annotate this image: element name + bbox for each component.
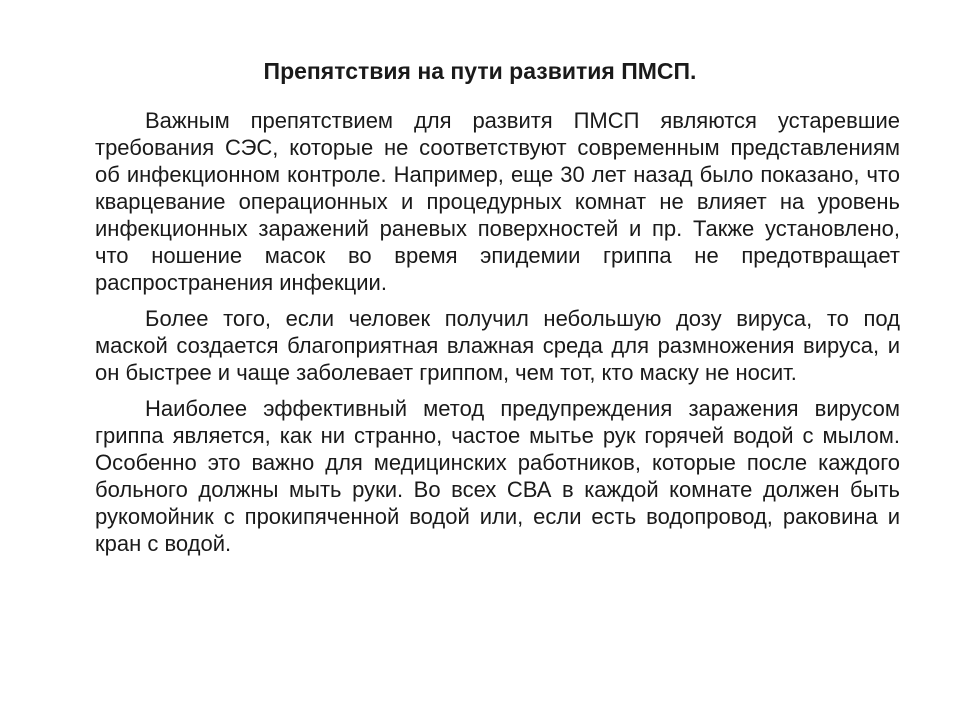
slide-title: Препятствия на пути развития ПМСП. [263,58,697,84]
paragraph-2: Более того, если человек получил небольшую дозу вируса, то под маской создается благоприятная влажная среда для размножения вируса, и он быстрее и чаще заболевает гриппом, чем тот, кто маску не носит. [95,306,900,385]
slide-body [95,107,900,566]
paragraph-3: Наиболее эффективный метод предупреждения заражения вирусом гриппа является, как ни странно, частое мытье рук горячей водой с мылом. Особенно это важно для медицинских работников, которые после каждого больного должны мыть руки. Во всех СВА в каждой комнате должен быть рукомойник с прокипяченной водой или, если есть водопровод, раковина и кран с водой. [95,396,900,556]
paragraph-1: Важным препятствием для развитя ПМСП являются устаревшие требования СЭС, которые не соответствуют современным представлениям об инфекционном контроле. Например, еще 30 лет назад было показано, что кварцевание операционных и процедурных комнат не влияет на уровень инфекционных заражений раневых поверхностей и пр. Также установлено, что ношение масок во время эпидемии гриппа не предотвращает распространения инфекции. [95,108,900,295]
